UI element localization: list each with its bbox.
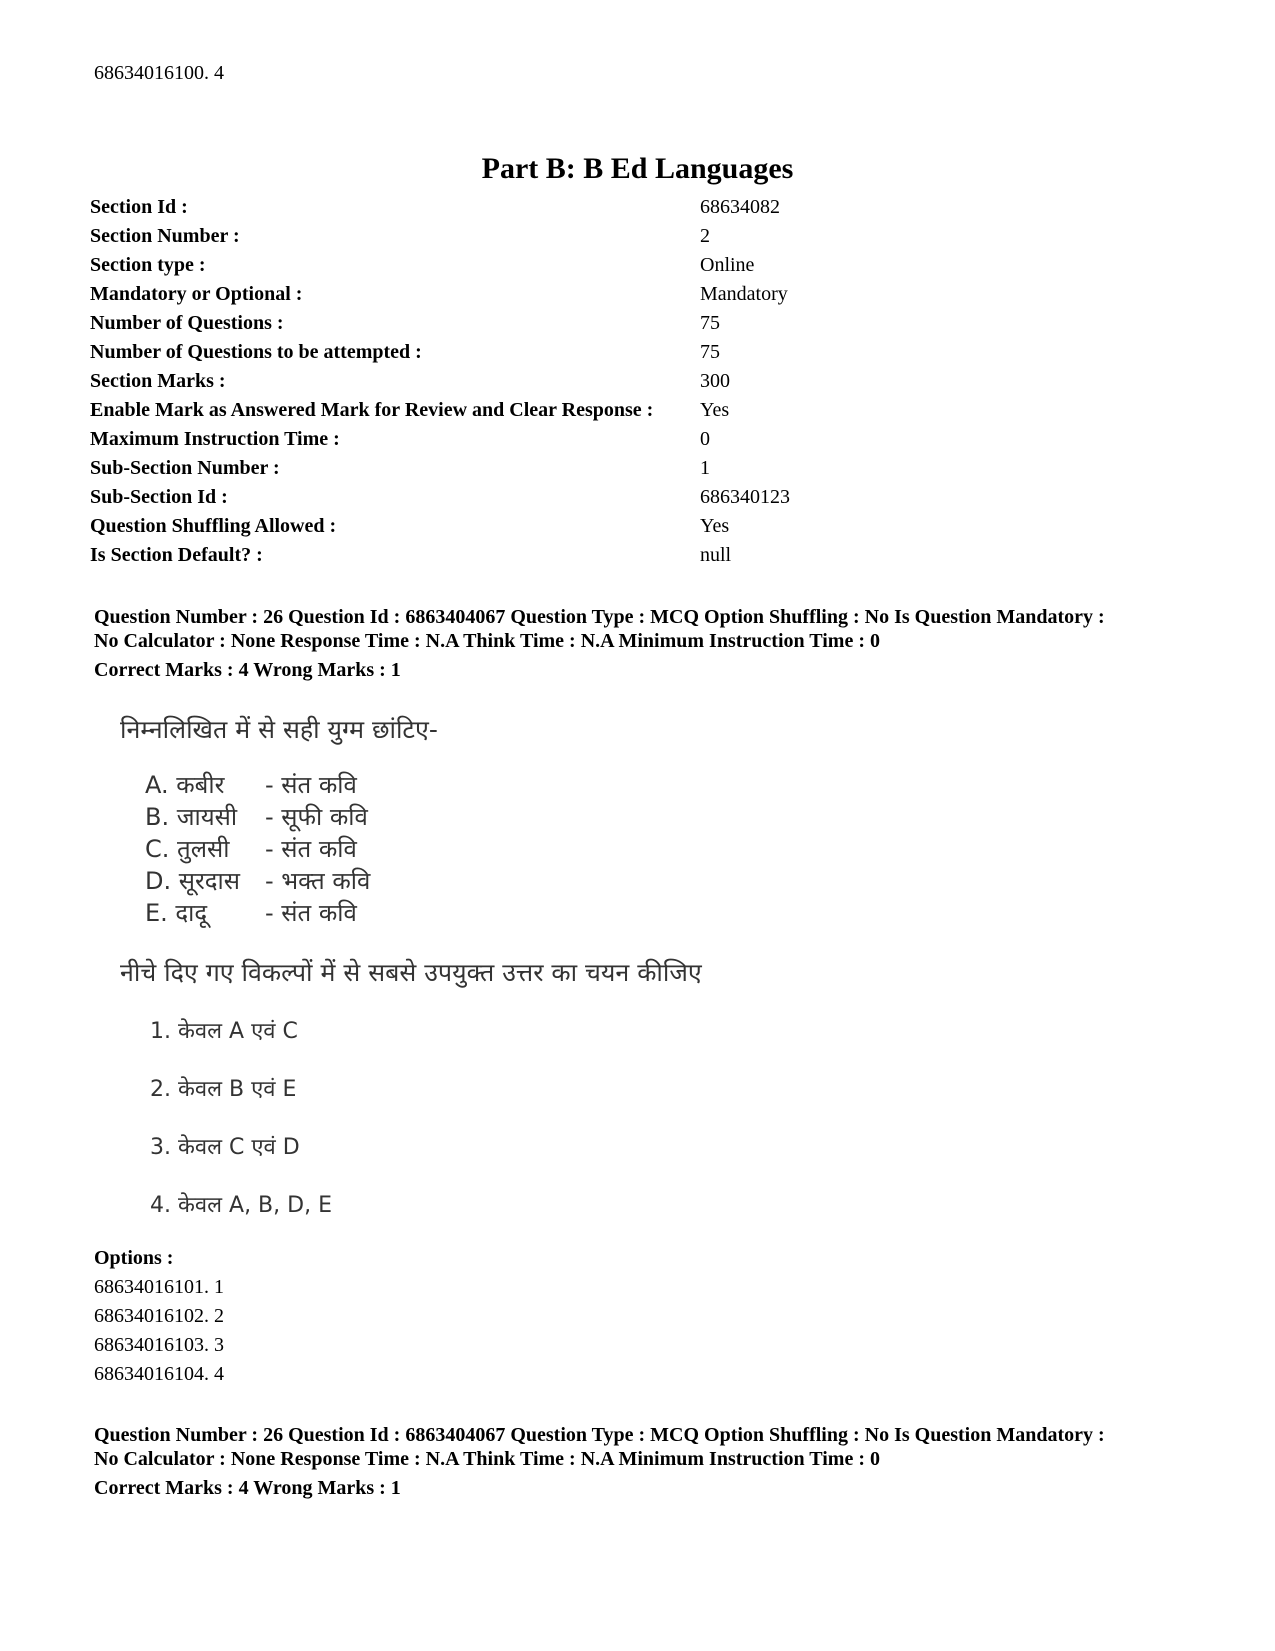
mandatory-label: Mandatory or Optional : — [90, 283, 303, 305]
number-of-questions-value: 75 — [700, 312, 720, 334]
pair-right: - संत कवि — [265, 899, 357, 927]
pair-left: D. सूरदास — [145, 867, 240, 895]
sub-section-number-value: 1 — [700, 457, 710, 479]
section-type-label: Section type : — [90, 254, 206, 276]
max-instruction-time-label: Maximum Instruction Time : — [90, 428, 340, 450]
questions-to-attempt-value: 75 — [700, 341, 720, 363]
answer-choice: 4. केवल A, B, D, E — [150, 1193, 332, 1218]
number-of-questions-label: Number of Questions : — [90, 312, 284, 334]
answer-choice: 3. केवल C एवं D — [150, 1135, 300, 1160]
section-marks-value: 300 — [700, 370, 730, 392]
question-prompt: निम्नलिखित में से सही युग्म छांटिए- — [120, 715, 438, 744]
option-item: 68634016104. 4 — [94, 1363, 224, 1385]
mandatory-value: Mandatory — [700, 283, 788, 305]
sub-section-id-value: 686340123 — [700, 486, 790, 508]
section-number-label: Section Number : — [90, 225, 240, 247]
question-header-line2: No Calculator : None Response Time : N.A Think Time : N.A Minimum Instruction Time : 0 — [94, 1448, 880, 1470]
pair-left: A. कबीर — [145, 771, 225, 799]
pair-row — [145, 864, 370, 897]
pair-right: - भक्त कवि — [265, 867, 371, 895]
pair-left: B. जायसी — [145, 803, 238, 831]
section-id-value: 68634082 — [700, 196, 780, 218]
sub-section-id-label: Sub-Section Id : — [90, 486, 228, 508]
question-shuffling-value: Yes — [700, 515, 730, 537]
section-default-label: Is Section Default? : — [90, 544, 263, 566]
part-title: Part B: B Ed Languages — [481, 152, 794, 185]
section-number-value: 2 — [700, 225, 710, 247]
section-id-label: Section Id : — [90, 196, 188, 218]
pair-row — [145, 832, 357, 865]
pair-row — [145, 800, 368, 833]
section-default-value: null — [700, 544, 732, 566]
questions-to-attempt-label: Number of Questions to be attempted : — [90, 341, 422, 363]
options-label: Options : — [94, 1247, 174, 1269]
question-header-line1: Question Number : 26 Question Id : 6863404067 Question Type : MCQ Option Shuffling : No Is Question Mandatory : — [94, 1424, 1105, 1446]
answer-choice: 1. केवल A एवं C — [150, 1019, 298, 1044]
question-instruction: नीचे दिए गए विकल्पों में से सबसे उपयुक्त उत्तर का चयन कीजिए — [120, 958, 702, 987]
pair-right: - संत कवि — [265, 835, 357, 863]
max-instruction-time-value: 0 — [700, 428, 710, 450]
previous-option-line: 68634016100. 4 — [94, 62, 224, 84]
pair-left: E. दादू — [145, 899, 208, 927]
option-item: 68634016102. 2 — [94, 1305, 224, 1327]
pair-right: - सूफी कवि — [265, 803, 368, 831]
question-header-line1: Question Number : 26 Question Id : 6863404067 Question Type : MCQ Option Shuffling : No Is Question Mandatory : — [94, 606, 1105, 628]
option-item: 68634016101. 1 — [94, 1276, 224, 1298]
section-marks-label: Section Marks : — [90, 370, 226, 392]
pair-right: - संत कवि — [265, 771, 357, 799]
answer-choice: 2. केवल B एवं E — [150, 1077, 297, 1102]
option-item: 68634016103. 3 — [94, 1334, 224, 1356]
pair-row — [145, 896, 357, 929]
enable-mark-label: Enable Mark as Answered Mark for Review and Clear Response : — [90, 399, 654, 421]
question-marks: Correct Marks : 4 Wrong Marks : 1 — [94, 659, 401, 681]
sub-section-number-label: Sub-Section Number : — [90, 457, 280, 479]
pair-left: C. तुलसी — [145, 835, 230, 863]
enable-mark-value: Yes — [700, 399, 730, 421]
pair-row — [145, 768, 357, 801]
question-marks: Correct Marks : 4 Wrong Marks : 1 — [94, 1477, 401, 1499]
question-header-line2: No Calculator : None Response Time : N.A Think Time : N.A Minimum Instruction Time : 0 — [94, 630, 880, 652]
question-shuffling-label: Question Shuffling Allowed : — [90, 515, 337, 537]
section-type-value: Online — [700, 254, 755, 276]
